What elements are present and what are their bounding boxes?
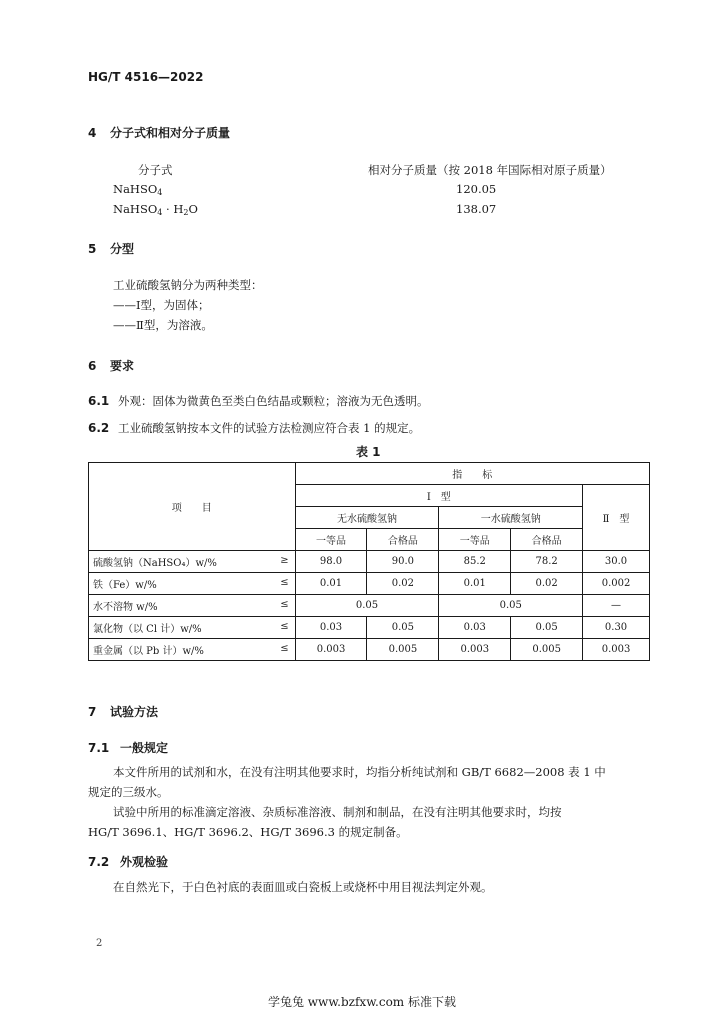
- table-row: [89, 617, 650, 639]
- cell: 78.2: [511, 551, 583, 573]
- anhydrous-header: 无水硫酸氢钠: [295, 507, 439, 529]
- clause-6-1: 6.1 外观：固体为微黄色至类白色结晶或颗粒；溶液为无色透明。: [88, 394, 429, 408]
- mass-row-2: 138.07: [456, 202, 497, 216]
- cell: 0.003: [439, 639, 511, 661]
- mass-row-1: 120.05: [456, 182, 497, 196]
- section-title: 试验方法: [110, 705, 159, 719]
- cell: 0.01: [439, 573, 511, 595]
- footer-watermark: 学兔兔 www.bzfxw.com 标准下载: [267, 995, 457, 1009]
- section-number: 6: [88, 359, 97, 373]
- cell: 0.05: [367, 617, 439, 639]
- page-number: 2: [96, 938, 103, 949]
- row-item: 水不溶物 w/% ≤: [89, 595, 296, 617]
- section-6-heading: [88, 357, 134, 374]
- section-title: 要求: [110, 359, 135, 373]
- paragraph-7-2: 在自然光下，于白色衬底的表面皿或白瓷板上或烧杯中用目视法判定外观。: [113, 880, 493, 894]
- formula-row-1: NaHSO$_4$: [113, 182, 163, 197]
- cell: 0.002: [583, 573, 650, 595]
- cell: 0.05: [295, 595, 439, 617]
- cell: 90.0: [367, 551, 439, 573]
- cell: 0.005: [511, 639, 583, 661]
- table-row: [89, 639, 650, 661]
- grade-first-header: 一等品: [439, 529, 511, 551]
- cell: —: [583, 595, 650, 617]
- type-2: ——Ⅱ型，为溶液。: [113, 318, 213, 332]
- cell: 0.02: [367, 573, 439, 595]
- cell: 98.0: [295, 551, 367, 573]
- section-title: 分型: [110, 242, 135, 256]
- cell: 0.03: [439, 617, 511, 639]
- section-number: 7: [88, 705, 97, 719]
- document-code: HG/T 4516—2022: [88, 70, 204, 84]
- mass-column-header: 相对分子质量（按 2018 年国际相对原子质量）: [368, 163, 612, 177]
- cell: 85.2: [439, 551, 511, 573]
- section-7-heading: [88, 703, 158, 720]
- formula-column-header: 分子式: [138, 163, 173, 177]
- table-row: [89, 595, 650, 617]
- subsection-7-1-heading: 7.1 一般规定: [88, 741, 169, 755]
- cell: 0.01: [295, 573, 367, 595]
- type-intro: 工业硫酸氢钠分为两种类型：: [113, 278, 263, 292]
- type-1-header: Ⅰ 型: [295, 485, 583, 507]
- paragraph-7-1-1-line-2: 规定的三级水。: [88, 785, 169, 799]
- cell: 0.03: [295, 617, 367, 639]
- section-number: 5: [88, 242, 97, 256]
- type-1: ——Ⅰ型，为固体；: [113, 298, 210, 312]
- cell: 0.05: [439, 595, 583, 617]
- paragraph-7-1-2-line-1: 试验中所用的标准滴定溶液、杂质标准溶液、制剂和制品，在没有注明其他要求时，均按: [113, 805, 562, 819]
- table-caption: 表 1: [356, 445, 381, 459]
- cell: 0.003: [295, 639, 367, 661]
- item-header: 项 目: [89, 463, 296, 551]
- type-2-header: Ⅱ 型: [583, 485, 650, 551]
- requirements-table: [88, 462, 650, 661]
- grade-qualified-header: 合格品: [367, 529, 439, 551]
- section-4-heading: [88, 124, 230, 141]
- row-item: 重金属（以 Pb 计）w/% ≤: [89, 639, 296, 661]
- formula-row-2: NaHSO$_4$ · $H_2O$: [113, 202, 198, 217]
- row-item: 氯化物（以 Cl 计）w/% ≤: [89, 617, 296, 639]
- cell: 0.003: [583, 639, 650, 661]
- subsection-7-2-heading: 7.2 外观检验: [88, 855, 169, 869]
- table-row: [89, 551, 650, 573]
- cell: 0.05: [511, 617, 583, 639]
- row-item: 硫酸氢钠（NaHSO₄）w/% ≥: [89, 551, 296, 573]
- grade-first-header: 一等品: [295, 529, 367, 551]
- grade-qualified-header: 合格品: [511, 529, 583, 551]
- row-item: 铁（Fe）w/% ≤: [89, 573, 296, 595]
- cell: 0.30: [583, 617, 650, 639]
- paragraph-7-1-1-line-1: 本文件所用的试剂和水，在没有注明其他要求时，均指分析纯试剂和 GB/T 6682—2008 表 1 中: [113, 765, 606, 779]
- cell: 0.005: [367, 639, 439, 661]
- section-5-heading: [88, 240, 134, 257]
- paragraph-7-1-2-line-2: HG/T 3696.1、HG/T 3696.2、HG/T 3696.3 的规定制备。: [88, 825, 408, 839]
- clause-6-2: 6.2 工业硫酸氢钠按本文件的试验方法检测应符合表 1 的规定。: [88, 421, 421, 435]
- section-title: 分子式和相对分子质量: [110, 126, 231, 140]
- monohydrate-header: 一水硫酸氢钠: [439, 507, 583, 529]
- table-row: [89, 573, 650, 595]
- index-header: 指 标: [295, 463, 649, 485]
- section-number: 4: [88, 126, 97, 140]
- cell: 30.0: [583, 551, 650, 573]
- cell: 0.02: [511, 573, 583, 595]
